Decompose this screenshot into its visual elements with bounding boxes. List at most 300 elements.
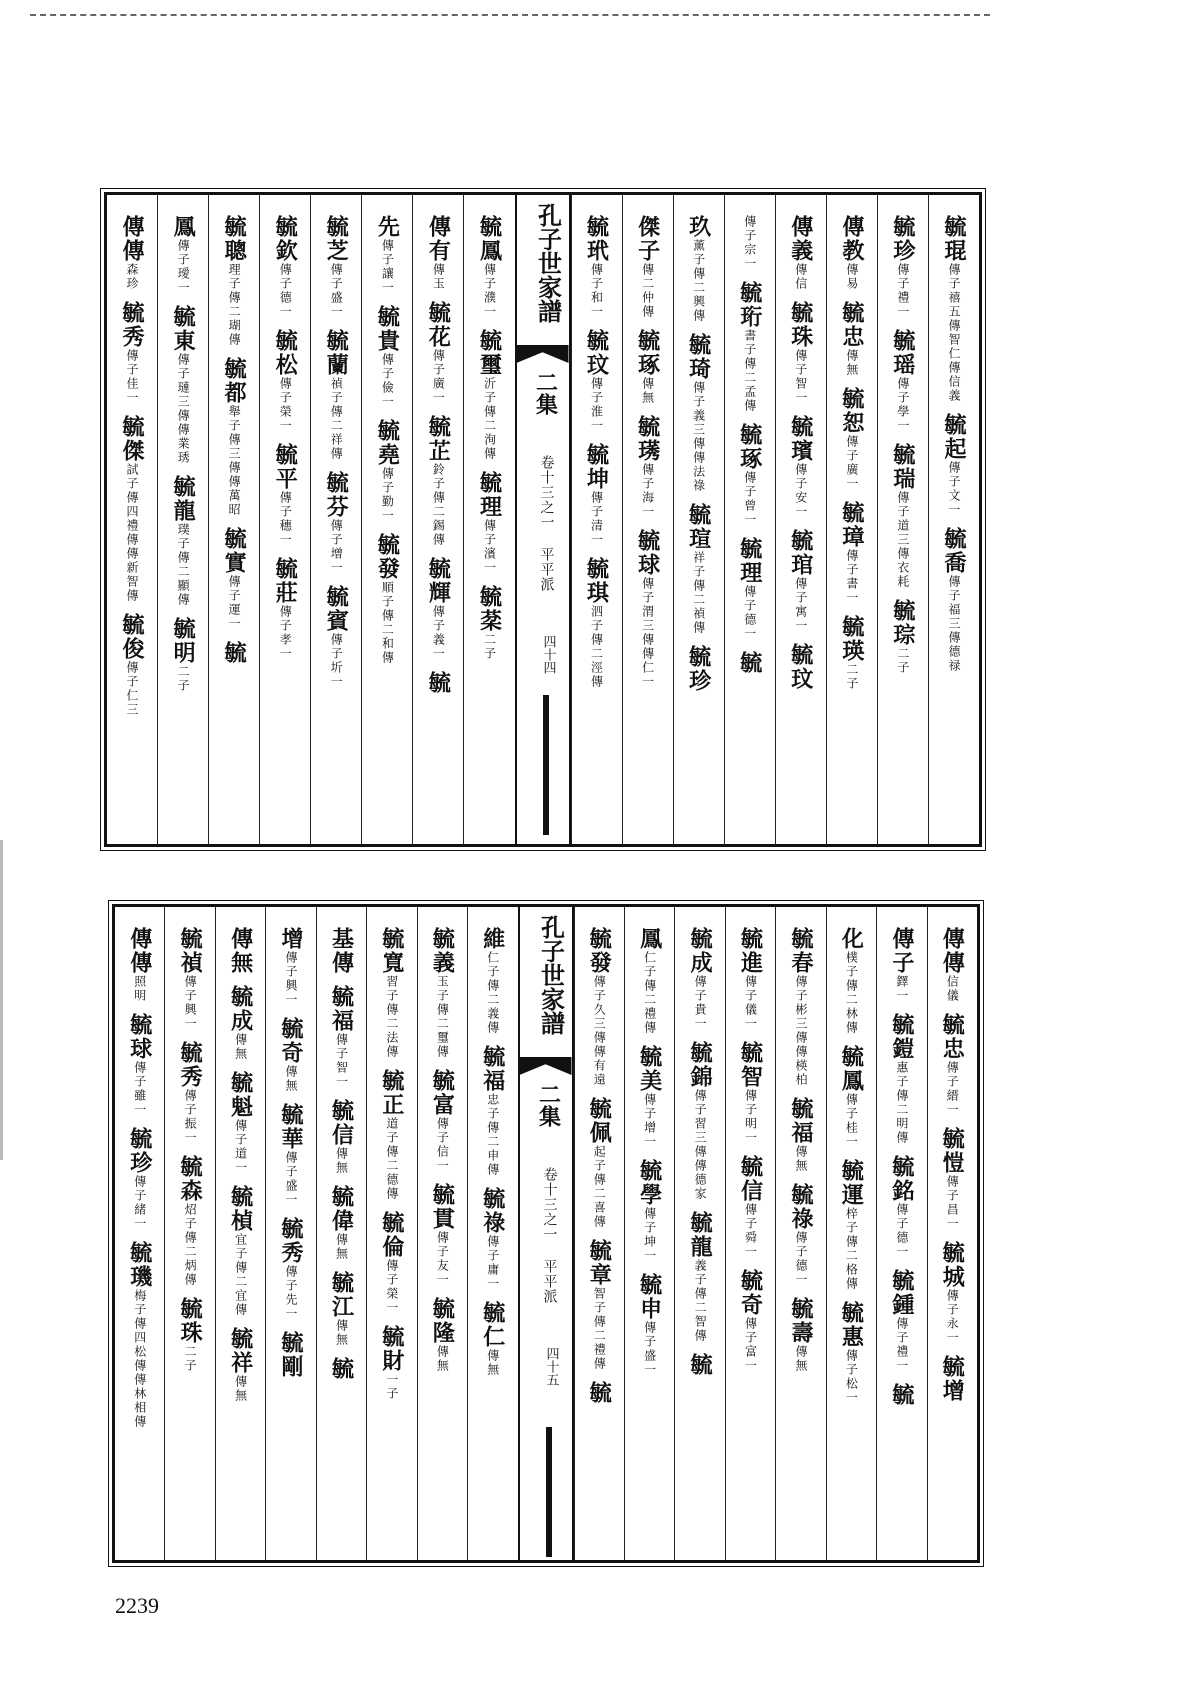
person-note: 傳無 <box>793 1345 808 1373</box>
entry-column-inner <box>464 205 514 844</box>
entry-column-inner <box>575 917 624 1560</box>
person-note: 德家 <box>693 1173 708 1201</box>
person-entry <box>272 557 299 661</box>
person-entry <box>838 927 865 1035</box>
person-name-text: 毓鳳 <box>476 215 503 263</box>
person-entry <box>323 329 350 461</box>
person-note: 傳信 <box>793 263 808 291</box>
person-entry <box>479 927 506 1035</box>
person-note: 德傳 <box>384 1173 399 1201</box>
person-name-text: 傳有 <box>425 215 452 263</box>
person-entry <box>737 1155 764 1259</box>
person-name-text: 毓隆 <box>429 1297 456 1345</box>
entry-stack <box>374 205 400 844</box>
person-name-text: 毓成 <box>227 985 254 1033</box>
scan-edge-mark <box>0 840 3 1160</box>
person-name-text: 毓義 <box>429 927 456 975</box>
person-entry <box>586 1239 613 1371</box>
person-name-text: 維 <box>479 927 506 951</box>
person-name-text: 毓琢 <box>634 329 661 377</box>
person-note: 傳二 <box>380 609 395 637</box>
person-entry <box>583 557 610 689</box>
person-entry <box>378 927 405 1059</box>
person-entry <box>634 215 661 319</box>
person-name-text: 毓喬 <box>940 527 967 575</box>
entry-column <box>928 195 979 844</box>
person-entry <box>126 1241 153 1429</box>
person-name-text: 毓都 <box>221 357 248 405</box>
person-name-text: 毓正 <box>378 1069 405 1117</box>
person-note: 傳二 <box>183 1231 198 1259</box>
person-note: 傳無 <box>435 1345 450 1373</box>
person-name-text: 毓珍 <box>126 1127 153 1175</box>
person-entry <box>939 1013 966 1117</box>
entry-stack <box>941 205 967 844</box>
entry-column <box>361 195 412 844</box>
person-note: 傳子昌一 <box>945 1175 960 1231</box>
person-note: 傳二 <box>693 1287 708 1315</box>
person-name-text: 毓秀 <box>119 301 146 349</box>
person-entry <box>939 1355 966 1403</box>
person-entry <box>685 503 712 635</box>
person-entry <box>278 1103 305 1207</box>
person-note: 傳子讓一 <box>380 239 395 295</box>
person-entry <box>476 585 503 661</box>
person-note: 和傳 <box>380 637 395 665</box>
person-name-text: 毓美 <box>636 1045 663 1093</box>
person-entry <box>787 1297 814 1373</box>
column-container <box>107 195 979 844</box>
person-name-text: 毓鍾 <box>888 1269 915 1317</box>
person-name-text: 玖 <box>685 215 712 239</box>
person-note: 傳無 <box>485 1349 500 1377</box>
person-entry <box>170 215 197 295</box>
person-note: 璉三 <box>176 381 191 409</box>
person-note: 錫傳 <box>431 519 446 547</box>
entry-column <box>157 195 208 844</box>
person-note: 傳子興一 <box>183 975 198 1031</box>
person-note: 薰子 <box>691 239 706 267</box>
person-name-text: 毓起 <box>940 413 967 461</box>
entry-stack <box>584 205 610 844</box>
person-entry <box>687 927 714 1031</box>
person-note: 傳子義一 <box>431 605 446 661</box>
person-name-text: 毓珍 <box>685 645 712 693</box>
person-name-text: 毓東 <box>170 305 197 353</box>
person-name-text: 毓花 <box>425 301 452 349</box>
person-note: 祥子 <box>691 551 706 579</box>
person-name-text: 毓芬 <box>323 471 350 519</box>
person-note: 傳二 <box>431 491 446 519</box>
person-entry <box>636 1045 663 1149</box>
person-name-text: 毓珠 <box>787 301 814 349</box>
person-name-text: 毓璽 <box>476 329 503 377</box>
person-name-text: 毓壽 <box>787 1297 814 1345</box>
person-note: 傳子庸一 <box>485 1235 500 1291</box>
person-name-text: 毓輝 <box>425 557 452 605</box>
entry-column <box>164 907 214 1560</box>
person-entry <box>736 281 763 413</box>
entry-stack <box>476 205 502 844</box>
person-note: 傳二 <box>384 1003 399 1031</box>
person-note: 傳傳 <box>693 1145 708 1173</box>
entry-column-inner <box>311 205 361 844</box>
person-note: 傳二 <box>640 263 655 291</box>
person-note: 法祿 <box>691 465 706 493</box>
person-name-text: 毓剛 <box>278 1331 305 1379</box>
person-entry <box>685 333 712 493</box>
person-note: 傳子緒一 <box>132 1175 147 1231</box>
person-note: 申傳 <box>485 1149 500 1177</box>
person-entry <box>634 415 661 519</box>
entry-column-inner <box>878 205 928 844</box>
person-entry <box>126 927 153 1003</box>
person-name-text: 毓理 <box>736 537 763 585</box>
person-entry <box>323 471 350 575</box>
person-name-text: 毓運 <box>838 1159 865 1207</box>
entry-column-inner <box>776 205 826 844</box>
entry-stack <box>889 917 915 1560</box>
person-name-text: 毓進 <box>737 927 764 975</box>
person-note: 傳傳 <box>227 461 242 489</box>
person-name-text: 基傳 <box>328 927 355 975</box>
entry-column-inner <box>726 917 775 1560</box>
person-name-text: 毓福 <box>479 1045 506 1093</box>
person-entry <box>429 1069 456 1173</box>
entry-stack <box>788 205 814 844</box>
person-note: 傳傳 <box>176 409 191 437</box>
entry-column <box>115 907 164 1560</box>
person-name-text: 毓祿 <box>479 1187 506 1235</box>
person-entry <box>583 215 610 319</box>
entry-column-inner <box>158 205 208 844</box>
entry-column-inner <box>468 917 517 1560</box>
person-note: 洵傳 <box>482 433 497 461</box>
person-entry <box>940 215 967 403</box>
entry-column <box>877 195 928 844</box>
entry-stack <box>838 917 864 1560</box>
entry-stack <box>637 917 663 1560</box>
person-note: 傳林 <box>132 1373 147 1401</box>
person-entry <box>787 529 814 633</box>
entry-stack <box>221 205 247 844</box>
person-name-text: 毓玟 <box>583 329 610 377</box>
person-note: 萬昭 <box>227 489 242 517</box>
person-name-text: 毓信 <box>328 1099 355 1147</box>
person-entry <box>227 985 254 1061</box>
person-note: 傳傳 <box>793 1031 808 1059</box>
person-note: 傳子德一 <box>278 263 293 319</box>
person-note: 二子 <box>176 665 191 693</box>
person-note: 傳無 <box>334 1319 349 1347</box>
entry-column-inner <box>418 917 467 1560</box>
person-entry <box>425 557 452 661</box>
center-margin <box>515 195 571 844</box>
person-entry <box>126 1013 153 1117</box>
person-entry <box>119 301 146 405</box>
person-entry <box>636 1159 663 1263</box>
person-note: 炳傳 <box>183 1259 198 1287</box>
person-entry <box>476 471 503 575</box>
person-note: 喜傳 <box>592 1201 607 1229</box>
entry-column <box>674 907 724 1560</box>
person-name-text: 毓璸 <box>787 415 814 463</box>
entry-column <box>724 195 775 844</box>
person-entry <box>221 527 248 631</box>
person-note: 傳子 <box>592 975 607 1003</box>
person-name-text: 毓申 <box>636 1273 663 1321</box>
person-name-text: 毓禎 <box>177 927 204 975</box>
genealogy-page-bottom <box>112 904 980 1563</box>
person-name-text: 毓松 <box>272 329 299 377</box>
person-note: 傳子穗一 <box>278 491 293 547</box>
person-note: 興傳 <box>691 295 706 323</box>
person-note: 森珍 <box>125 263 140 291</box>
entry-column-inner <box>827 205 877 844</box>
entry-stack <box>278 917 304 1560</box>
person-entry <box>888 1269 915 1373</box>
person-note: 傳玉 <box>431 263 446 291</box>
person-name-text: 毓珠 <box>177 1297 204 1345</box>
person-entry <box>939 1127 966 1231</box>
person-entry <box>177 1041 204 1145</box>
person-entry <box>787 415 814 519</box>
person-entry <box>429 1297 456 1373</box>
person-entry <box>425 301 452 405</box>
entry-column-inner <box>625 917 674 1560</box>
person-entry <box>787 1183 814 1287</box>
entry-stack <box>686 205 712 844</box>
entry-stack <box>177 917 203 1560</box>
entry-column <box>775 907 825 1560</box>
fish-tail-mark <box>520 1057 572 1075</box>
person-name-text: 毓仁 <box>479 1301 506 1349</box>
person-entry <box>838 387 865 491</box>
entry-column <box>265 907 315 1560</box>
fish-tail-mark <box>517 345 569 363</box>
entry-stack <box>272 205 298 844</box>
person-entry <box>227 1071 254 1175</box>
person-note: 宜子 <box>233 1233 248 1261</box>
person-name-text: 毓莊 <box>272 557 299 605</box>
person-note: 試子 <box>125 463 140 491</box>
person-name-text: 毓璣 <box>126 1241 153 1289</box>
person-name-text: 毓坤 <box>583 443 610 491</box>
person-name-text: 毓偉 <box>328 1185 355 1233</box>
person-name-text: 毓珩 <box>736 281 763 329</box>
person-entry <box>736 651 763 675</box>
person-note: 傳子增一 <box>329 519 344 575</box>
person-entry <box>177 1155 204 1287</box>
person-note: 傳二 <box>485 1121 500 1149</box>
person-name-text: 毓實 <box>221 527 248 575</box>
entry-column-inner <box>266 917 315 1560</box>
person-note: 傳子松一 <box>844 1349 859 1405</box>
person-name-text: 毓球 <box>126 1013 153 1061</box>
entry-column-inner <box>107 205 157 844</box>
person-entry <box>636 1273 663 1377</box>
person-name-text: 傳子 <box>888 927 915 975</box>
entry-column <box>467 907 517 1560</box>
person-note: 傳子運一 <box>227 575 242 631</box>
person-name-text: 毓 <box>687 1353 714 1377</box>
column-container <box>115 907 977 1560</box>
person-note: 林傳 <box>844 1007 859 1035</box>
entry-column-inner <box>674 205 724 844</box>
person-name-text: 毓瑄 <box>685 503 712 551</box>
person-note: 傳子榮一 <box>384 1259 399 1315</box>
person-name-text: 毓琨 <box>940 215 967 263</box>
person-note: 傳子富一 <box>743 1317 758 1373</box>
person-note: 仁子 <box>642 951 657 979</box>
person-name-text: 毓琦 <box>685 333 712 381</box>
person-note: 仲傳 <box>640 291 655 319</box>
person-note: 傳二 <box>384 1145 399 1173</box>
person-name-text: 毓祥 <box>227 1327 254 1375</box>
person-entry <box>687 1041 714 1201</box>
person-note: 顯傳 <box>176 579 191 607</box>
person-note: 傳子禧五 <box>946 263 961 319</box>
person-name-text: 先 <box>374 215 401 239</box>
person-entry <box>586 1097 613 1229</box>
person-name-text: 毓愷 <box>939 1127 966 1175</box>
person-name-text: 毓智 <box>737 1041 764 1089</box>
person-note: 瑚傳 <box>227 319 242 347</box>
entry-stack <box>228 917 254 1560</box>
entry-column <box>259 195 310 844</box>
entry-column-inner <box>929 205 979 844</box>
person-note: 傳子文一 <box>946 461 961 517</box>
person-name-text: 毓城 <box>939 1241 966 1289</box>
person-note: 傳子濱一 <box>482 519 497 575</box>
person-name-text: 毓琯 <box>787 529 814 577</box>
entry-column <box>310 195 361 844</box>
person-note: 梓子 <box>844 1207 859 1235</box>
person-entry <box>278 1331 305 1379</box>
person-entry <box>586 1381 613 1405</box>
person-entry <box>888 1013 915 1145</box>
person-name-text: 毓鳳 <box>838 1045 865 1093</box>
person-entry <box>278 1217 305 1321</box>
entry-column <box>876 907 926 1560</box>
person-entry <box>119 613 146 717</box>
person-entry <box>583 443 610 547</box>
entry-column <box>107 195 157 844</box>
person-note: 玉子 <box>435 975 450 1003</box>
person-note: 傳子桂一 <box>844 1093 859 1149</box>
person-entry <box>586 927 613 1087</box>
entry-stack <box>323 205 349 844</box>
person-entry <box>889 329 916 433</box>
entry-stack <box>480 917 506 1560</box>
person-note: 傳二 <box>844 1235 859 1263</box>
person-entry <box>787 927 814 1087</box>
person-entry <box>687 1353 714 1377</box>
person-note: 傳傳 <box>691 437 706 465</box>
person-name-text: 鳳 <box>170 215 197 239</box>
person-entry <box>378 1069 405 1201</box>
person-note: 智傳 <box>693 1315 708 1343</box>
person-name-text: 毓華 <box>278 1103 305 1151</box>
entry-column <box>316 907 366 1560</box>
entry-stack <box>635 205 661 844</box>
person-note: 祥傳 <box>329 433 344 461</box>
person-name-text: 毓秀 <box>177 1041 204 1089</box>
folio-number: 四十四 <box>540 635 556 674</box>
person-note: 傳子德一 <box>894 1203 909 1259</box>
person-note: 傳子盛一 <box>642 1321 657 1377</box>
entry-column <box>215 907 265 1560</box>
person-note: 傳子縉一 <box>945 1061 960 1117</box>
person-entry <box>425 415 452 547</box>
entry-column-inner <box>209 205 259 844</box>
center-margin <box>518 907 574 1560</box>
person-note: 傳子書一 <box>844 549 859 605</box>
person-note: 禮傳 <box>125 519 140 547</box>
person-entry <box>583 329 610 433</box>
entry-column-inner <box>115 917 164 1560</box>
person-entry <box>425 215 452 291</box>
person-note: 信儀 <box>945 975 960 1003</box>
person-entry <box>737 1269 764 1373</box>
person-name-text: 毓倫 <box>378 1211 405 1259</box>
entry-column-inner <box>216 917 265 1560</box>
person-note: 順子 <box>380 581 395 609</box>
person-note: 傳二 <box>742 357 757 385</box>
entry-column <box>412 195 463 844</box>
person-note: 渭三 <box>640 605 655 633</box>
person-entry <box>272 215 299 319</box>
volume-label: 二集 <box>535 1083 562 1127</box>
person-entry <box>838 1045 865 1149</box>
person-note: 宜傳 <box>233 1289 248 1317</box>
person-note: 傳無 <box>334 1233 349 1261</box>
person-note: 沂子 <box>482 377 497 405</box>
person-name-text: 毓賓 <box>323 585 350 633</box>
person-name-text: 毓 <box>328 1357 355 1381</box>
entry-column-inner <box>260 205 310 844</box>
person-entry <box>323 585 350 689</box>
person-note: 禮傳 <box>642 1007 657 1035</box>
person-note: 格傳 <box>844 1263 859 1291</box>
person-note: 傳子 <box>176 353 191 381</box>
entry-column <box>417 907 467 1560</box>
person-note: 傳新 <box>125 547 140 575</box>
person-entry <box>221 357 248 517</box>
person-entry <box>838 501 865 605</box>
person-entry <box>479 1187 506 1291</box>
person-name-text: 毓錦 <box>687 1041 714 1089</box>
person-entry <box>838 215 865 291</box>
person-entry <box>838 615 865 691</box>
person-note: 智傳 <box>125 575 140 603</box>
entry-stack <box>127 917 153 1560</box>
person-entry <box>685 215 712 323</box>
person-name-text: 毓棻 <box>476 585 503 633</box>
person-note: 禮傳 <box>592 1343 607 1371</box>
person-note: 傳子明一 <box>743 1089 758 1145</box>
person-entry <box>328 1099 355 1175</box>
person-entry <box>374 305 401 409</box>
person-entry <box>328 1185 355 1261</box>
person-note: 孟傳 <box>742 385 757 413</box>
entry-stack <box>429 917 455 1560</box>
person-entry <box>328 927 355 975</box>
person-note: 傳子 <box>793 975 808 1003</box>
entry-column <box>463 195 514 844</box>
person-name-text: 毓欽 <box>272 215 299 263</box>
person-note: 傳四 <box>132 1317 147 1345</box>
